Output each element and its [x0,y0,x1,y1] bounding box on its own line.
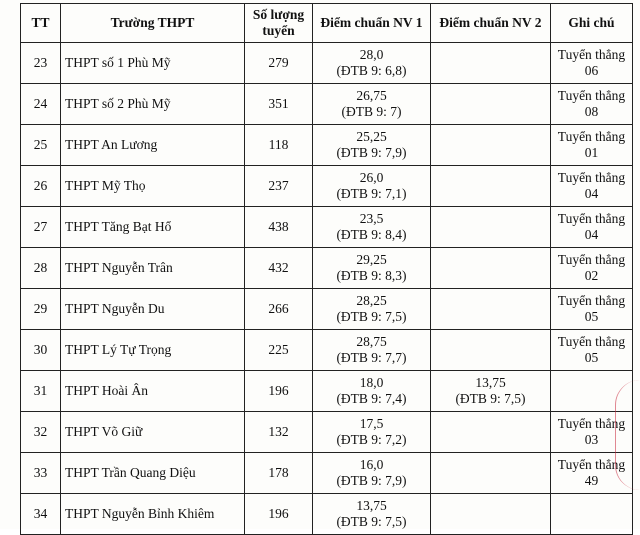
cell-tt-text: 33 [33,465,48,480]
cell-school [61,84,245,125]
cell-note-text: Tuyển thẳng [557,88,626,103]
cell-tt-text: 25 [33,137,48,152]
table-row [21,371,633,412]
cell-nv1-text: 28,75 [356,334,387,349]
cell-nv2 [431,412,551,453]
cell-nv1 [313,289,431,330]
cell-nv1-text: 17,5 [359,416,384,431]
cell-quota [245,289,313,330]
cell-quota [245,371,313,412]
cell-nv1 [313,412,431,453]
cell-tt [21,84,61,125]
cell-tt-text: 29 [33,301,48,316]
header-nv1: Điểm chuẩn NV 1 [313,4,431,43]
table-row [21,289,633,330]
cell-school [61,248,245,289]
cell-note [551,166,633,207]
cell-nv2 [431,84,551,125]
header-school: Trường THPT [61,4,245,43]
cell-note [551,289,633,330]
cell-nv1-text: (ĐTB 9: 7) [341,104,402,119]
cell-nv1-text: 28,25 [356,293,387,308]
cell-school [61,371,245,412]
cell-tt [21,207,61,248]
cell-nv2 [431,371,551,412]
cell-school-text: THPT Tăng Bạt Hổ [65,219,172,234]
cell-nv1-text: 26,0 [359,170,384,185]
cell-quota-text: 178 [268,465,289,480]
cell-nv1-text: (ĐTB 9: 7,5) [336,514,407,529]
cell-tt [21,125,61,166]
cell-nv1-text: 23,5 [359,211,384,226]
cell-nv1 [313,207,431,248]
cell-tt [21,412,61,453]
cell-tt-text: 30 [33,342,48,357]
cell-tt-text: 26 [33,178,48,193]
cell-quota [245,330,313,371]
cell-note-text: 06 [584,63,599,78]
cell-nv1-text: (ĐTB 9: 6,8) [336,63,407,78]
cell-tt [21,371,61,412]
cell-quota-text: 196 [268,506,289,521]
cell-school [61,412,245,453]
cell-note-text: Tuyển thẳng [557,252,626,267]
cell-note-text: Tuyển thẳng [557,170,626,185]
cell-nv1-text: (ĐTB 9: 7,7) [336,350,407,365]
cell-note-text: Tuyển thẳng [557,47,626,62]
cell-quota-text: 237 [268,178,289,193]
cell-tt [21,166,61,207]
cell-quota-text: 132 [268,424,289,439]
table-row [21,248,633,289]
cell-note-text: 05 [584,350,599,365]
cell-nv1-text: (ĐTB 9: 8,4) [336,227,407,242]
cell-quota-text: 432 [268,260,289,275]
cell-nv1-text: (ĐTB 9: 7,2) [336,432,407,447]
cell-nv1-text: 28,0 [359,47,384,62]
cell-nv2 [431,453,551,494]
cell-tt [21,494,61,535]
cell-nv2 [431,166,551,207]
table-row [21,84,633,125]
cell-nv1 [313,84,431,125]
table-row [21,125,633,166]
cell-nv2 [431,207,551,248]
red-seal-edge [615,380,640,490]
cell-nv1-text: (ĐTB 9: 8,3) [336,268,407,283]
cell-quota [245,84,313,125]
table-row [21,494,633,535]
cell-note-text: Tuyển thẳng [557,211,626,226]
cell-note-text: 08 [584,104,599,119]
cell-tt [21,330,61,371]
admission-scores-table [20,3,633,535]
cell-note-text: 02 [584,268,599,283]
cell-quota [245,125,313,166]
cell-note-text: 04 [584,186,599,201]
cell-quota [245,248,313,289]
table-row [21,43,633,84]
cell-school-text: THPT Nguyễn Du [65,301,165,316]
cell-note [551,43,633,84]
cell-quota-text: 438 [268,219,289,234]
cell-nv2 [431,289,551,330]
cell-school-text: THPT An Lương [65,137,158,152]
header-row [21,4,633,43]
cell-note-text: Tuyển thẳng [557,416,626,431]
cell-nv1-text: (ĐTB 9: 7,1) [336,186,407,201]
cell-nv1 [313,166,431,207]
cell-nv1 [313,453,431,494]
cell-tt [21,453,61,494]
cell-nv2-text: (ĐTB 9: 7,5) [455,391,526,406]
cell-note [551,330,633,371]
cell-school-text: THPT Trần Quang Diệu [65,465,196,480]
cell-nv2 [431,248,551,289]
cell-note-text: Tuyển thẳng [557,334,626,349]
cell-nv1-text: 13,75 [356,498,387,513]
cell-school [61,330,245,371]
cell-note-text: 49 [584,473,599,488]
cell-school-text: THPT Mỹ Thọ [65,178,146,193]
cell-note-text: Tuyển thẳng [557,129,626,144]
cell-school-text: THPT số 2 Phù Mỹ [65,96,171,111]
cell-note-text: 04 [584,227,599,242]
cell-quota-text: 351 [268,96,289,111]
cell-school-text: THPT số 1 Phù Mỹ [65,55,171,70]
cell-nv2-text: 13,75 [475,375,506,390]
cell-tt-text: 34 [33,506,48,521]
header-note: Ghi chú [551,4,633,43]
cell-note [551,248,633,289]
cell-quota [245,43,313,84]
cell-school-text: THPT Võ Giữ [65,424,143,439]
table-row [21,166,633,207]
cell-nv1-text: (ĐTB 9: 7,5) [336,309,407,324]
cell-nv2 [431,43,551,84]
cell-nv1-text: 26,75 [356,88,387,103]
cell-nv1 [313,125,431,166]
cell-tt [21,289,61,330]
cell-note [551,125,633,166]
header-tt: TT [21,4,61,43]
cell-nv1-text: 25,25 [356,129,387,144]
cell-note [551,84,633,125]
cell-note-text: Tuyển thẳng [557,293,626,308]
cell-school-text: THPT Nguyễn Bỉnh Khiêm [65,506,215,521]
table-row [21,453,633,494]
cell-school [61,166,245,207]
cell-school [61,43,245,84]
table-row [21,412,633,453]
cell-tt-text: 32 [33,424,48,439]
cell-note-text: Tuyển thẳng [557,457,626,472]
cell-nv1-text: (ĐTB 9: 7,4) [336,391,407,406]
cell-tt-text: 28 [33,260,48,275]
cell-tt-text: 24 [33,96,48,111]
cell-school [61,494,245,535]
cell-nv1-text: 29,25 [356,252,387,267]
cell-quota [245,412,313,453]
header-quota: Số lượng tuyển [245,4,313,43]
cell-nv1-text: (ĐTB 9: 7,9) [336,473,407,488]
cell-quota-text: 196 [268,383,289,398]
cell-school [61,289,245,330]
cell-quota [245,166,313,207]
cell-quota-text: 225 [268,342,289,357]
cell-quota [245,453,313,494]
cell-tt-text: 31 [33,383,48,398]
cell-note [551,494,633,535]
cell-quota [245,494,313,535]
cell-nv2 [431,125,551,166]
cell-school [61,125,245,166]
table-row [21,330,633,371]
cell-school [61,207,245,248]
cell-nv1 [313,248,431,289]
cell-tt [21,248,61,289]
cell-quota-text: 118 [268,137,289,152]
cell-tt-text: 27 [33,219,48,234]
header-nv2: Điểm chuẩn NV 2 [431,4,551,43]
cell-nv2 [431,330,551,371]
cell-nv1 [313,371,431,412]
cell-nv2 [431,494,551,535]
cell-school-text: THPT Hoài Ân [65,383,148,398]
cell-school [61,453,245,494]
cell-nv1-text: (ĐTB 9: 7,9) [336,145,407,160]
cell-note-text: 01 [584,145,599,160]
cell-school-text: THPT Lý Tự Trọng [65,342,172,357]
cell-school-text: THPT Nguyễn Trân [65,260,173,275]
cell-nv1 [313,43,431,84]
cell-nv1-text: 18,0 [359,375,384,390]
cell-tt [21,43,61,84]
cell-note [551,207,633,248]
cell-nv1 [313,494,431,535]
table-row [21,207,633,248]
cell-quota [245,207,313,248]
cell-nv1-text: 16,0 [359,457,384,472]
cell-tt-text: 23 [33,55,48,70]
cell-note-text: 05 [584,309,599,324]
cell-quota-text: 279 [268,55,289,70]
cell-quota-text: 266 [268,301,289,316]
cell-nv1 [313,330,431,371]
cell-note-text: 03 [584,432,599,447]
